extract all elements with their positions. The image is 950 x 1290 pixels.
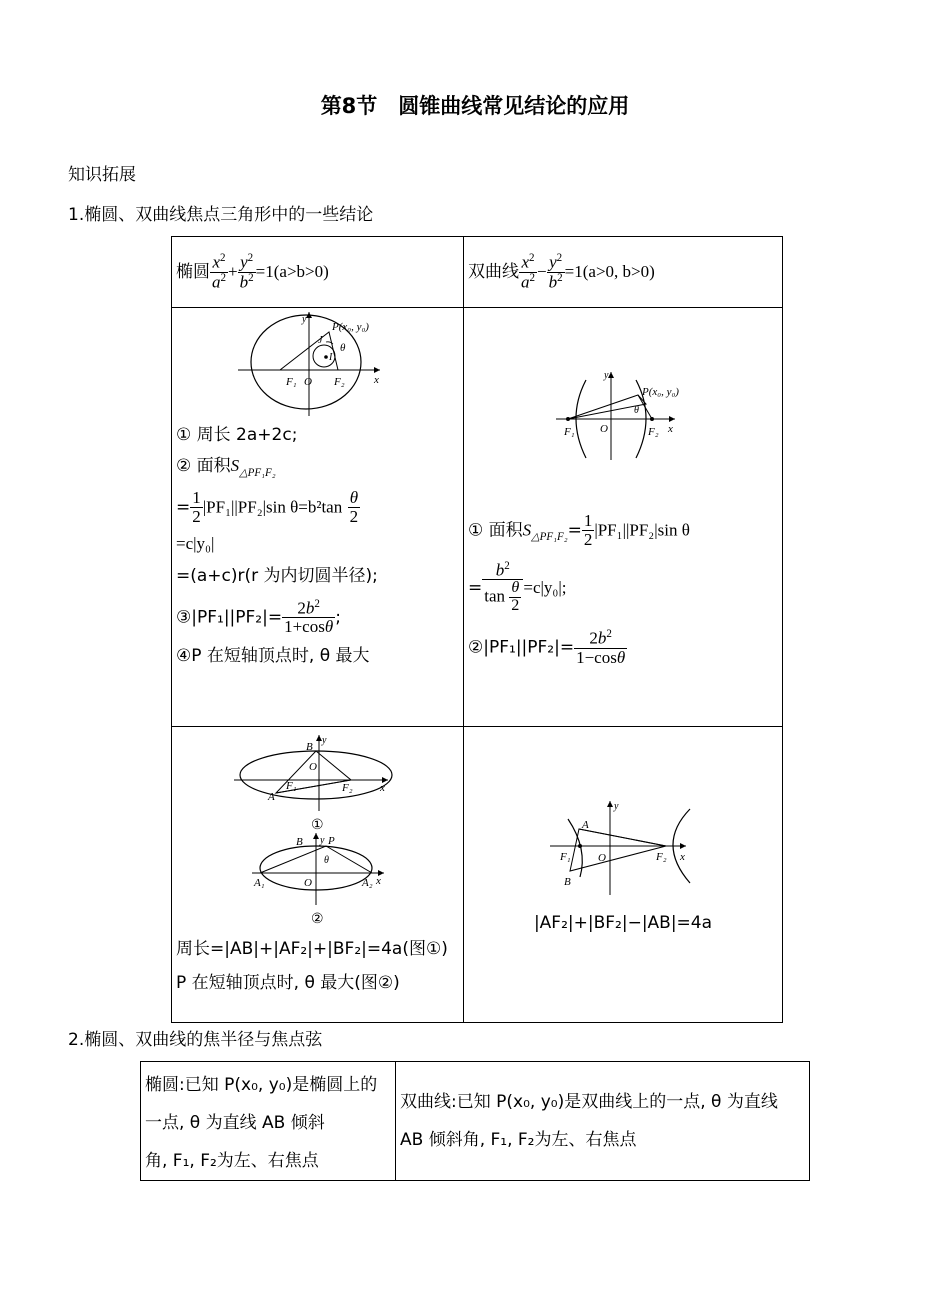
fig-label-y: y (302, 314, 307, 325)
hyperbola-product-label: ②|PF₁||PF₂|= (468, 637, 575, 658)
fig-label-o-h2: O (598, 852, 606, 864)
hyperbola-text-line1: 双曲线:已知 P(x₀, y₀)是双曲线上的一点, θ 为直线 (400, 1092, 778, 1112)
page-title: 第8节 圆锥曲线常见结论的应用 (320, 94, 630, 118)
hyperbola-focal-figure (468, 358, 778, 508)
ellipse-chord-angle: P 在短轴顶点时, θ 最大(图②) (176, 973, 400, 994)
fig-label-f2-h2: F₂ (656, 851, 667, 863)
ellipse-item-max-angle: ④P 在短轴顶点时, θ 最大 (176, 645, 370, 666)
ellipse-focal-cell (172, 308, 464, 727)
frac-x2-a2: $\frac{x^2}{a^2}$ (212, 252, 227, 292)
hyperbola-header-prefix: 双曲线 (468, 262, 519, 282)
fig-label-y-e2: y (320, 835, 325, 846)
hyperbola-chord-cell (464, 727, 783, 1023)
fig-label-o-h: O (600, 423, 608, 435)
hyperbola-area-formula: = $b^2$ tan $\frac{\theta}{2}$ =c|y₀|; (468, 559, 567, 615)
fig-label-x-h: x (668, 423, 673, 435)
ellipse-header-cell: 椭圆 $\frac{x^2}{a^2}$ + $\frac{y^2}{b^2}$ =1(a>b>0) (172, 237, 464, 308)
section-label: 知识拓展 (68, 165, 136, 185)
fig-label-a-e1: A (268, 791, 275, 803)
hyperbola-chord-result: |AF₂|+|BF₂|−|AB|=4a (533, 913, 713, 933)
frac-2b2-1pluscos: $\frac{2b^2}{1+\cos\theta}$ (284, 597, 334, 636)
ellipse-chord-perimeter: 周长=|AB|+|AF₂|+|BF₂|=4a(图①) (176, 939, 448, 959)
hyperbola-focal-cell (464, 308, 783, 727)
frac-x2-a2-h: $\frac{x^2}{a^2}$ (521, 252, 536, 292)
fig-label-x-e1: x (380, 782, 385, 794)
ellipse-header-prefix: 椭圆 (176, 262, 210, 282)
ellipse-area-expr: |PF₁||PF₂|sin θ=b²tan (202, 497, 343, 517)
hyperbola-item-product (468, 629, 778, 666)
fig-label-o-e1: O (309, 761, 317, 773)
fig-label-f2-h: F₂ (648, 426, 659, 438)
hyperbola-area-cy0: =c|y₀|; (523, 577, 567, 597)
fig-label-b-h2: B (564, 876, 571, 888)
fig-label-y-h: y (604, 370, 609, 381)
ellipse-focal-radius-cell (141, 1062, 396, 1181)
fig-label-y-h2: y (614, 801, 619, 812)
fig-label-f1: F₁ (286, 376, 297, 388)
frac-half: $\frac{1}{2}$ (192, 488, 201, 526)
fig-label-x-e2: x (376, 875, 381, 887)
focal-radius-table (140, 1061, 810, 1181)
fig-label-i: I (329, 352, 333, 363)
ellipse-item-perimeter: ① 周长 2a+2c; (176, 425, 298, 445)
ellipse-area-inradius: =(a+c)r(r 为内切圆半径); (176, 566, 378, 587)
hyperbola-area-label: ① 面积 (468, 520, 523, 541)
fig-label-f1-h2: F₁ (560, 851, 571, 863)
ellipse-area-formula: = $\frac{1}{2}$ |PF₁||PF₂|sin θ=b²tan $\frac{\theta}{2}$ (176, 488, 359, 526)
frac-2b2-1minuscos: $\frac{2b^2}{1-\cos\theta}$ (576, 628, 626, 667)
ellipse-text-line1: 椭圆:已知 P(x₀, y₀)是椭圆上的 (145, 1075, 378, 1095)
fig-label-f1-e1: F₁ (286, 780, 297, 792)
ellipse-area-cy0: =c|y₀| (176, 533, 215, 553)
frac-b2-tan: $b^2$ tan $\frac{\theta}{2}$ (482, 561, 523, 615)
hyperbola-area-expr: |PF₁||PF₂|sin θ (594, 520, 690, 540)
fig-label-theta-h: θ (634, 405, 639, 416)
heading-focal-triangle: 1.椭圆、双曲线焦点三角形中的一些结论 (68, 205, 374, 225)
hyperbola-text-line2: AB 倾斜角, F₁, F₂为左、右焦点 (400, 1130, 637, 1150)
ellipse-product-label: ③|PF₁||PF₂|= (176, 607, 283, 628)
fig-label-a2-e2: A₂ (362, 877, 373, 889)
hyperbola-header-condition: =1(a>0, b>0) (564, 262, 655, 281)
ellipse-item-product: ③|PF₁||PF₂|= $\frac{2b^2}{1+\cos\theta}$ ; (176, 597, 341, 636)
fig-label-o: O (304, 376, 312, 388)
hyperbola-focal-radius-cell (396, 1062, 810, 1181)
fig-label-theta-e2: θ (324, 855, 329, 866)
fig-label-circled-1: ① (311, 818, 324, 833)
fig-label-f2: F₂ (334, 376, 345, 388)
ellipse-header-condition: =1(a>b>0) (255, 262, 329, 281)
ellipse-text-line3: 角, F₁, F₂为左、右焦点 (145, 1151, 319, 1171)
hyperbola-item-area: ① 面积$S_{\triangle PF_1F_2}=$ $\frac{1}{2}$ |PF₁||PF₂|sin θ (468, 511, 690, 549)
fig-label-f1-h: F₁ (564, 426, 575, 438)
frac-theta-2: $\frac{\theta}{2}$ (349, 488, 359, 526)
ellipse-item-area: ② 面积$S_{\triangle PF_1F_2}$ (176, 456, 276, 479)
hyperbola-header-cell: 双曲线 $\frac{x^2}{a^2}$ − $\frac{y^2}{b^2}$ =1(a>0, b>0) (464, 237, 783, 308)
frac-y2-b2-h: $\frac{y^2}{b^2}$ (548, 252, 563, 292)
ellipse-area-label: ② 面积 (176, 456, 231, 477)
fig-label-a-h2: A (582, 819, 589, 831)
fig-label-j: J (318, 335, 323, 346)
hyperbola-chord-figure (468, 799, 778, 909)
fig-label-p-e2: P (328, 835, 335, 847)
heading-focal-radius: 2.椭圆、双曲线的焦半径与焦点弦 (68, 1030, 323, 1050)
fig-label-y-e1: y (322, 735, 327, 746)
fig-label-x-h2: x (680, 851, 685, 863)
ellipse-text-line2: 一点, θ 为直线 AB 倾斜 (145, 1113, 325, 1133)
frac-half-h: $\frac{1}{2}$ (583, 511, 593, 549)
fig-label-p0: P(x₀, y₀) (332, 321, 369, 333)
ellipse-incircle-figure (176, 308, 459, 420)
fig-label-b-e2: B (296, 836, 303, 848)
fig-label-b-e1: B (306, 741, 313, 753)
ellipse-chord-cell (172, 727, 464, 1023)
fig-label-theta: θ (340, 342, 346, 354)
frac-y2-b2: $\frac{y^2}{b^2}$ (239, 252, 254, 292)
ellipse-chord-figures (176, 733, 459, 933)
fig-label-circled-2: ② (311, 912, 324, 927)
fig-label-x: x (374, 374, 379, 386)
fig-label-f2-e1: F₂ (342, 782, 353, 794)
focal-triangle-table (171, 236, 783, 1023)
fig-label-o-e2: O (304, 877, 312, 889)
fig-label-a1-e2: A₁ (254, 877, 265, 889)
fig-label-p0-h: P(x₀, y₀) (642, 386, 679, 398)
